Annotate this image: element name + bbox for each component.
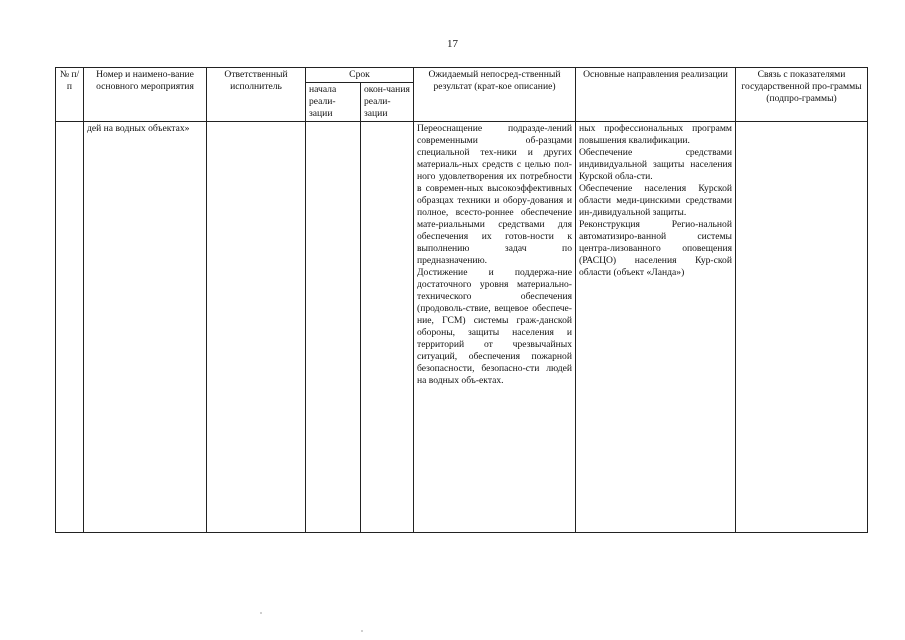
header-term-end: окон-чания реали-зации [361,82,414,121]
cell-activity-name: дей на водных объектах» [84,121,207,532]
scan-speck [361,630,363,632]
cell-program-link [736,121,868,532]
result-paragraph: Достижение и поддержа-ние достаточного уровня материально-технического обеспечения (продоволь-ствие, вещевое обеспече-ние, ГСМ) системы граж-данской обороны, защиты населения и территорий от чрезвычайных ситуаций, обеспечения пожарной безопасности, безопасно-сти людей на водных объ-ектах. [417,266,572,386]
header-program-link: Связь с показателями государственной про-граммы (подпро-граммы) [736,68,868,122]
direction-paragraph: Обеспечение населения Курской области меди-цинскими средствами ин-дивидуальной защиты. [579,182,732,218]
cell-term-start [306,121,361,532]
header-term: Срок [306,68,414,83]
header-activity-name: Номер и наимено-вание основного мероприятия [84,68,207,122]
cell-directions [576,121,736,532]
header-term-start: начала реали-зации [306,82,361,121]
scan-speck [260,612,262,614]
header-directions: Основные направления реализации [576,68,736,122]
cell-number [56,121,84,532]
header-executor: Ответственный исполнитель [207,68,306,122]
direction-paragraph: ных профессиональных программ повышения квалификации. [579,122,732,146]
cell-term-end [361,121,414,532]
header-number: № п/п [56,68,84,122]
direction-paragraph: Обеспечение средствами индивидуальной защиты населения Курской обла-сти. [579,146,732,182]
cell-expected-result [414,121,576,532]
table-row [56,121,868,532]
header-expected-result: Ожидаемый непосред-ственный результат (крат-кое описание) [414,68,576,122]
table-header-row [56,68,868,83]
direction-paragraph: Реконструкция Регио-нальной автоматизиро-ванной системы центра-лизованного оповещения (РАСЦО) населения Кур-ской области (объект «Ланда») [579,218,732,278]
result-paragraph: Переоснащение подразде-лений современными об-разцами специальной тех-ники и других материаль-ных средств с целью пол-ного удовлетворения их потребности в современ-ных высокоэффективных образцах техники и обору-дования и полное, всесто-роннее обеспечение мате-риальными средствами для обеспечения их готов-ности к выполнению задач по предназначению. [417,122,572,266]
page-number: 17 [447,38,458,50]
program-activities-table [55,67,868,533]
cell-executor [207,121,306,532]
